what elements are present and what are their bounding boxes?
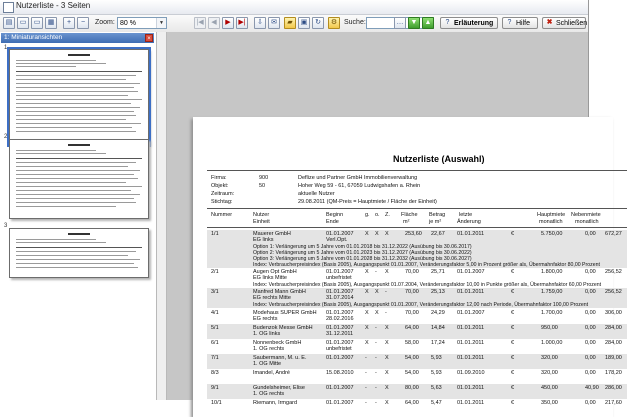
table-cell-beginn: 01.01.2007 [326,400,354,406]
table-cell-nr: 1/1 [211,231,219,237]
table-cell-date: 01.09.2010 [457,370,485,376]
table-cell-z: X [385,231,389,237]
option-note: Option 1: Verlängerung um 5 Jahre vom 01.01.2018 bis 31.12.2022 (Ausübung bis 30.06.2017) [253,244,472,250]
thumbnail-line [16,206,116,207]
table-cell-hm: 1.700,00 [541,310,563,316]
thumbnail-line [16,131,136,132]
table-cell-name: Gundelsheimer, Elise [253,385,305,391]
table-cell-nr: 6/1 [211,340,219,346]
table-cell-qm: 5,63 [431,385,442,391]
thumbnail-line [16,75,136,76]
zoom-out-icon[interactable]: − [77,17,89,29]
erlaeuterung-label: Erläuterung [454,20,494,27]
table-cell-o: - [375,355,377,361]
table-cell-fl: 54,00 [405,355,419,361]
table-cell-hm: 320,00 [541,355,558,361]
table-cell-nm: 40,90 [585,385,599,391]
folder-icon[interactable]: ▰ [284,17,296,29]
table-cell-z: X [385,370,389,376]
table-cell-o: - [375,325,377,331]
close-button[interactable] [542,17,586,29]
table-cell-date: 01.01.2011 [457,325,485,331]
thumbnail-page-3[interactable] [9,228,149,278]
table-cell-date: 01.01.2011 [457,231,485,237]
close-icon[interactable]: × [145,34,153,42]
table-cell-beginn: 01.01.2007 [326,289,354,295]
table-cell-nk: 284,00 [605,325,622,331]
thumbnail-number: 1 [4,45,8,51]
table-cell-ende: unbefristet [326,275,352,281]
thumbnail-line [16,60,96,61]
layout-icon[interactable]: ▣ [298,17,310,29]
zoom-select[interactable] [117,17,167,29]
col-o: o. [375,212,380,218]
table-cell-z: X [385,400,389,406]
table-cell-date: 01.01.2011 [457,385,485,391]
table-cell-qm: 14,84 [431,325,445,331]
objekt-nr: 50 [259,183,266,189]
thumbnail-line [16,107,140,108]
table-cell-ende: unbefristet [326,346,352,352]
thumbnail-line [16,63,106,64]
thumbnail-line [16,190,131,191]
table-cell-eur: € [511,231,515,237]
zeitraum-label: Zeitraum: [211,191,235,197]
option-note: Option 3: Verlängerung um 5 Jahre vom 01.01.2028 bis 31.12.2032 (Ausübung bis 30.06.2027) [253,256,472,262]
thumbnail-line [16,194,140,195]
table-cell-nr: 7/1 [211,355,219,361]
col-flaeche-unit: m² [403,219,410,225]
thumbnail-line [16,158,142,159]
col-flaeche: Fläche [401,212,418,218]
table-cell-name: Mauerer GmbH [253,231,291,237]
panel-splitter[interactable] [157,32,167,400]
col-nutzer: Nutzer [253,212,270,218]
table-cell-nr: 8/3 [211,370,219,376]
firma-name: Deflize und Partner GmbH Immobilienverwaltung [298,175,418,181]
search-down-icon[interactable]: ▼ [408,17,420,29]
table-cell-date: 01.01.2011 [457,400,485,406]
table-cell-g: X [365,289,369,295]
table-cell-eur: € [511,355,515,361]
next-page-icon[interactable]: ▶ [222,17,234,29]
table-cell-hm: 450,00 [541,385,558,391]
table-cell-eur: € [511,385,515,391]
thumbnail-line [16,150,96,151]
table-cell-nm: 0,00 [585,340,596,346]
thumbnail-line [16,170,140,171]
thumbnail-line [16,178,138,179]
table-cell-name: Modehaus SUPER GmbH [253,310,317,316]
table-cell-nk: 217,60 [605,400,622,406]
thumbnail-line [16,242,106,243]
table-cell-nr: 3/1 [211,289,219,295]
thumbnail-title-line [68,144,90,146]
table-cell-name: Riemann, Irmgard [253,400,298,406]
table-cell-o: - [375,400,377,406]
divider [207,227,627,228]
table-cell-nk: 284,00 [605,340,622,346]
two-page-icon[interactable]: ▭ [31,17,43,29]
document-viewport[interactable] [157,32,622,406]
col-nm-monatlich: monatlich [575,219,599,225]
help-icon: ? [507,19,512,26]
thumbnail-line [16,251,136,252]
table-cell-nk: 306,00 [605,310,622,316]
thumbnail-line [16,174,134,175]
thumbnail-line [16,259,140,260]
index-note: Index: Verbraucherpreisindex (Basis 2005), Ausgangspunkt 01.01.2007, Veränderungsfaktor 12,00 nach Periode, Übermahnfaktor 100,00 Prozent [253,302,589,308]
hilfe-button[interactable] [502,17,538,29]
table-cell-ende: 28.02.2016 [326,316,354,322]
table-cell-eur: € [511,310,515,316]
table-cell-unit: EG links [253,237,274,243]
thumbnail-line [16,186,142,187]
help-question-icon: ? [445,19,450,26]
table-cell-nk: 286,00 [605,385,622,391]
option-note: Option 2: Verlängerung um 5 Jahre vom 01.01.2023 bis 31.12.2027 (Ausübung bis 30.06.2022) [253,250,472,256]
table-cell-unit: 1. OG links [253,331,281,337]
firma-label: Firma: [211,175,227,181]
single-page-icon[interactable]: ▭ [17,17,29,29]
toolbar [0,15,588,33]
table-cell-date: 01.01.2011 [457,289,485,295]
settings-icon[interactable]: ⚙ [328,17,340,29]
table-cell-beginn: 15.08.2010 [326,370,354,376]
col-z: Z. [385,212,390,218]
table-cell-nm: 0,00 [585,370,596,376]
table-cell-fl: 70,00 [405,269,419,275]
thumbnail-line [16,115,136,116]
table-cell-eur: € [511,325,515,331]
zoom-value: 80 % [120,20,136,27]
thumbnail-line [16,87,134,88]
close-label: Schließen [556,20,588,27]
table-cell-eur: € [511,289,515,295]
table-cell-hm: 950,00 [541,325,558,331]
table-cell-date: 01.01.2011 [457,355,485,361]
erlaeuterung-button[interactable] [440,17,498,29]
table-cell-fl: 64,00 [405,400,419,406]
table-cell-nr: 2/1 [211,269,219,275]
table-cell-qm: 22,67 [431,231,445,237]
table-cell-z: X [385,325,389,331]
table-cell-ende: 31.07.2014 [326,295,354,301]
thumbnail-page-1[interactable] [9,49,149,145]
thumbnail-line [16,182,126,183]
thumbnail-line [16,71,142,72]
table-cell-beginn: 01.01.2007 [326,385,354,391]
table-cell-eur: € [511,370,515,376]
thumbnail-line [16,119,126,120]
export-icon[interactable]: ⇩ [254,17,266,29]
table-cell-z: - [385,310,387,316]
objekt-label: Objekt: [211,183,229,189]
table-cell-beginn: 01.01.2007 [326,325,354,331]
col-beginn: Beginn [326,212,344,218]
thumbnail-line [16,123,141,124]
table-cell-fl: 64,00 [405,325,419,331]
col-nebenmiete: Nebenmiete [571,212,601,218]
table-cell-name: Nonnenbeck GmbH [253,340,302,346]
table-cell-unit: EG rechts Mitte [253,295,291,301]
thumbnail-line [16,79,126,80]
refresh-icon[interactable]: ↻ [312,17,324,29]
index-note: Index: Verbraucherpreisindex (Basis 2005), Ausgangspunkt 01.07.2004, Veränderungsfaktor 10,00 in Punkte größer als, Übermahnfaktor 60,00 Prozent [253,282,602,288]
table-cell-date: 01.01.2007 [457,269,485,275]
table-cell-hm: 1.000,00 [541,340,563,346]
table-cell-qm: 25,71 [431,269,445,275]
table-cell-nk: 256,52 [605,289,622,295]
table-cell-beginn: 01.01.2007 [326,231,354,237]
col-einheit: Einheit [253,219,270,225]
search-up-icon[interactable]: ▲ [422,17,434,29]
chevron-down-icon: ▼ [156,18,166,28]
table-cell-eur: € [511,269,515,275]
stichtag-value: 29.08.2011 (QM-Preis = Hauptmiete / Fläche der Einheit) [298,199,437,205]
table-cell-fl: 58,00 [405,340,419,346]
table-cell-beginn: 01.01.2007 [326,310,354,316]
thumbnail-line [16,127,132,128]
table-cell-name: Manfred Mann GmbH [253,289,306,295]
table-cell-ende: 31.12.2011 [326,331,354,337]
col-letzte: letzte [459,212,473,218]
table-cell-hm: 350,00 [541,400,558,406]
thumbnail-number: 2 [4,134,8,140]
search-options-icon[interactable]: … [394,17,406,29]
app-icon [3,2,14,13]
table-cell-qm: 24,29 [431,310,445,316]
thumbnail-line [16,247,142,248]
thumbnail-line [16,103,131,104]
thumbnail-line [16,91,138,92]
table-cell-eur: € [511,400,515,406]
hilfe-label: Hilfe [516,20,531,27]
report-title: Nutzerliste (Auswahl) [393,154,485,164]
thumbnail-line [16,66,76,67]
table-cell-unit: 1. OG rechts [253,346,285,352]
table-cell-fl: 253,60 [405,231,422,237]
table-cell-qm: 17,24 [431,340,445,346]
col-hauptmiete: Hauptmiete [537,212,566,218]
table-cell-o: X [375,289,379,295]
thumbnail-line [16,267,138,268]
option-note: Index: Verbraucherpreisindex (Basis 2005), Ausgangspunkt 01.01.2007, Veränderungsfaktor 5,00 in Prozent größer als, Übermahnfaktor 80,00 Prozent [253,262,600,268]
table-cell-date: 01.01.2007 [457,310,485,316]
table-cell-g: - [365,385,367,391]
thumbnail-page-2[interactable] [9,139,149,219]
last-page-icon[interactable]: ▶| [236,17,248,29]
table-cell-fl: 54,00 [405,370,419,376]
thumbnail-line [16,99,142,100]
multi-page-icon[interactable]: ▦ [45,17,57,29]
table-cell-g: X [365,231,369,237]
search-label: Suche: [344,19,366,26]
table-cell-qm: 5,47 [431,400,442,406]
close-icon: ✖ [546,19,553,26]
col-ende: Ende [326,219,339,225]
table-cell-eur: € [511,340,515,346]
table-cell-unit: EG links Mitte [253,275,287,281]
thumbnail-line [16,202,136,203]
table-cell-nm: 0,00 [585,289,596,295]
thumbnail-panel-title: 1: Miniaturansichten [4,34,63,41]
table-cell-fl: 70,00 [405,310,419,316]
table-cell-z: X [385,340,389,346]
table-cell-unit: 1. OG Mitte [253,361,282,367]
table-cell-nm: 0,00 [585,400,596,406]
table-cell-nk: 672,27 [605,231,622,237]
divider [207,170,627,171]
col-betrag: Betrag [429,212,446,218]
thumbnail-title-line [68,54,90,56]
table-cell-g: - [365,400,367,406]
divider [207,208,627,209]
thumbnail-line [16,111,134,112]
zeitraum-value: aktuelle Nutzer [298,191,335,197]
table-cell-hm: 1.759,00 [541,289,563,295]
table-cell-nm: 0,00 [585,310,596,316]
col-aenderung: Änderung [457,219,481,225]
table-cell-beginn: 01.01.2007 [326,340,354,346]
table-cell-beginn: 01.01.2007 [326,355,354,361]
table-cell-nm: 0,00 [585,355,596,361]
table-cell-z: X [385,355,389,361]
firma-nr: 900 [259,175,269,181]
thumbnail-line [16,95,128,96]
table-cell-g: - [365,355,367,361]
table-cell-name: Augen Opt GmbH [253,269,297,275]
table-cell-nr: 4/1 [211,310,219,316]
title-bar [0,0,588,15]
table-cell-qm: 5,93 [431,355,442,361]
thumbnail-line [16,198,134,199]
report-page [193,117,622,417]
table-cell-beginn: 01.01.2007 [326,269,354,275]
table-cell-g: X [365,325,369,331]
thumbnail-line [16,153,106,154]
thumbnail-number: 3 [4,223,8,229]
thumbnail-line [16,166,128,167]
table-cell-g: X [365,340,369,346]
table-cell-hm: 5.750,00 [541,231,563,237]
first-page-icon[interactable]: |◀ [194,17,206,29]
col-g: g. [365,212,370,218]
table-cell-unit: 1. OG rechts [253,391,285,397]
zoom-label: Zoom: [95,19,115,26]
thumbnail-line [16,263,134,264]
table-cell-qm: 5,93 [431,370,442,376]
print-icon[interactable]: ▤ [3,17,15,29]
table-cell-nm: 0,00 [585,231,596,237]
table-cell-nk: 189,00 [605,355,622,361]
thumbnail-line [16,162,136,163]
thumbnail-line [16,255,128,256]
table-cell-unit: EG rechts [253,316,278,322]
objekt-address: Hoher Weg 59 - 61, 67059 Ludwigshafen a. Rhein [298,183,421,189]
table-cell-z: - [385,289,387,295]
window-title: Nutzerliste - 3 Seiten [16,1,91,10]
table-cell-nk: 256,52 [605,269,622,275]
table-cell-o: X [375,231,379,237]
thumbnail-panel [0,32,157,400]
table-cell-g: X [365,269,369,275]
thumbnail-panel-header [1,33,154,43]
table-cell-name: Imandel, André [253,370,290,376]
table-cell-name: Saubermann, M. u. E. [253,355,307,361]
table-cell-qm: 25,13 [431,289,445,295]
col-nummer: Nummer [211,212,233,218]
table-cell-name: Budenzok Messe GmbH [253,325,313,331]
table-cell-nr: 5/1 [211,325,219,331]
table-cell-date: 01.01.2011 [457,340,485,346]
mail-icon[interactable]: ✉ [268,17,280,29]
table-cell-z: X [385,385,389,391]
thumbnail-title-line [68,233,90,235]
table-cell-o: X [375,310,379,316]
table-cell-z: X [385,269,389,275]
stichtag-label: Stichtag: [211,199,233,205]
table-cell-nr: 9/1 [211,385,219,391]
table-cell-o: - [375,385,377,391]
table-cell-nm: 0,00 [585,325,596,331]
table-cell-o: - [375,340,377,346]
zoom-in-icon[interactable]: + [63,17,75,29]
table-cell-ende: Verl.Opt. [326,237,348,243]
table-cell-nr: 10/1 [211,400,222,406]
thumbnail-line [16,83,140,84]
table-cell-o: - [375,370,377,376]
thumbnail-line [16,239,96,240]
table-cell-g: X [365,310,369,316]
col-betrag-unit: je m² [429,219,442,225]
table-cell-g: - [365,370,367,376]
table-cell-hm: 1.800,00 [541,269,563,275]
table-cell-nm: 0,00 [585,269,596,275]
table-cell-hm: 320,00 [541,370,558,376]
table-cell-o: - [375,269,377,275]
col-hm-monatlich: monatlich [539,219,563,225]
table-cell-nk: 178,20 [605,370,622,376]
table-cell-fl: 80,00 [405,385,419,391]
prev-page-icon[interactable]: ◀ [208,17,220,29]
table-cell-fl: 70,00 [405,289,419,295]
